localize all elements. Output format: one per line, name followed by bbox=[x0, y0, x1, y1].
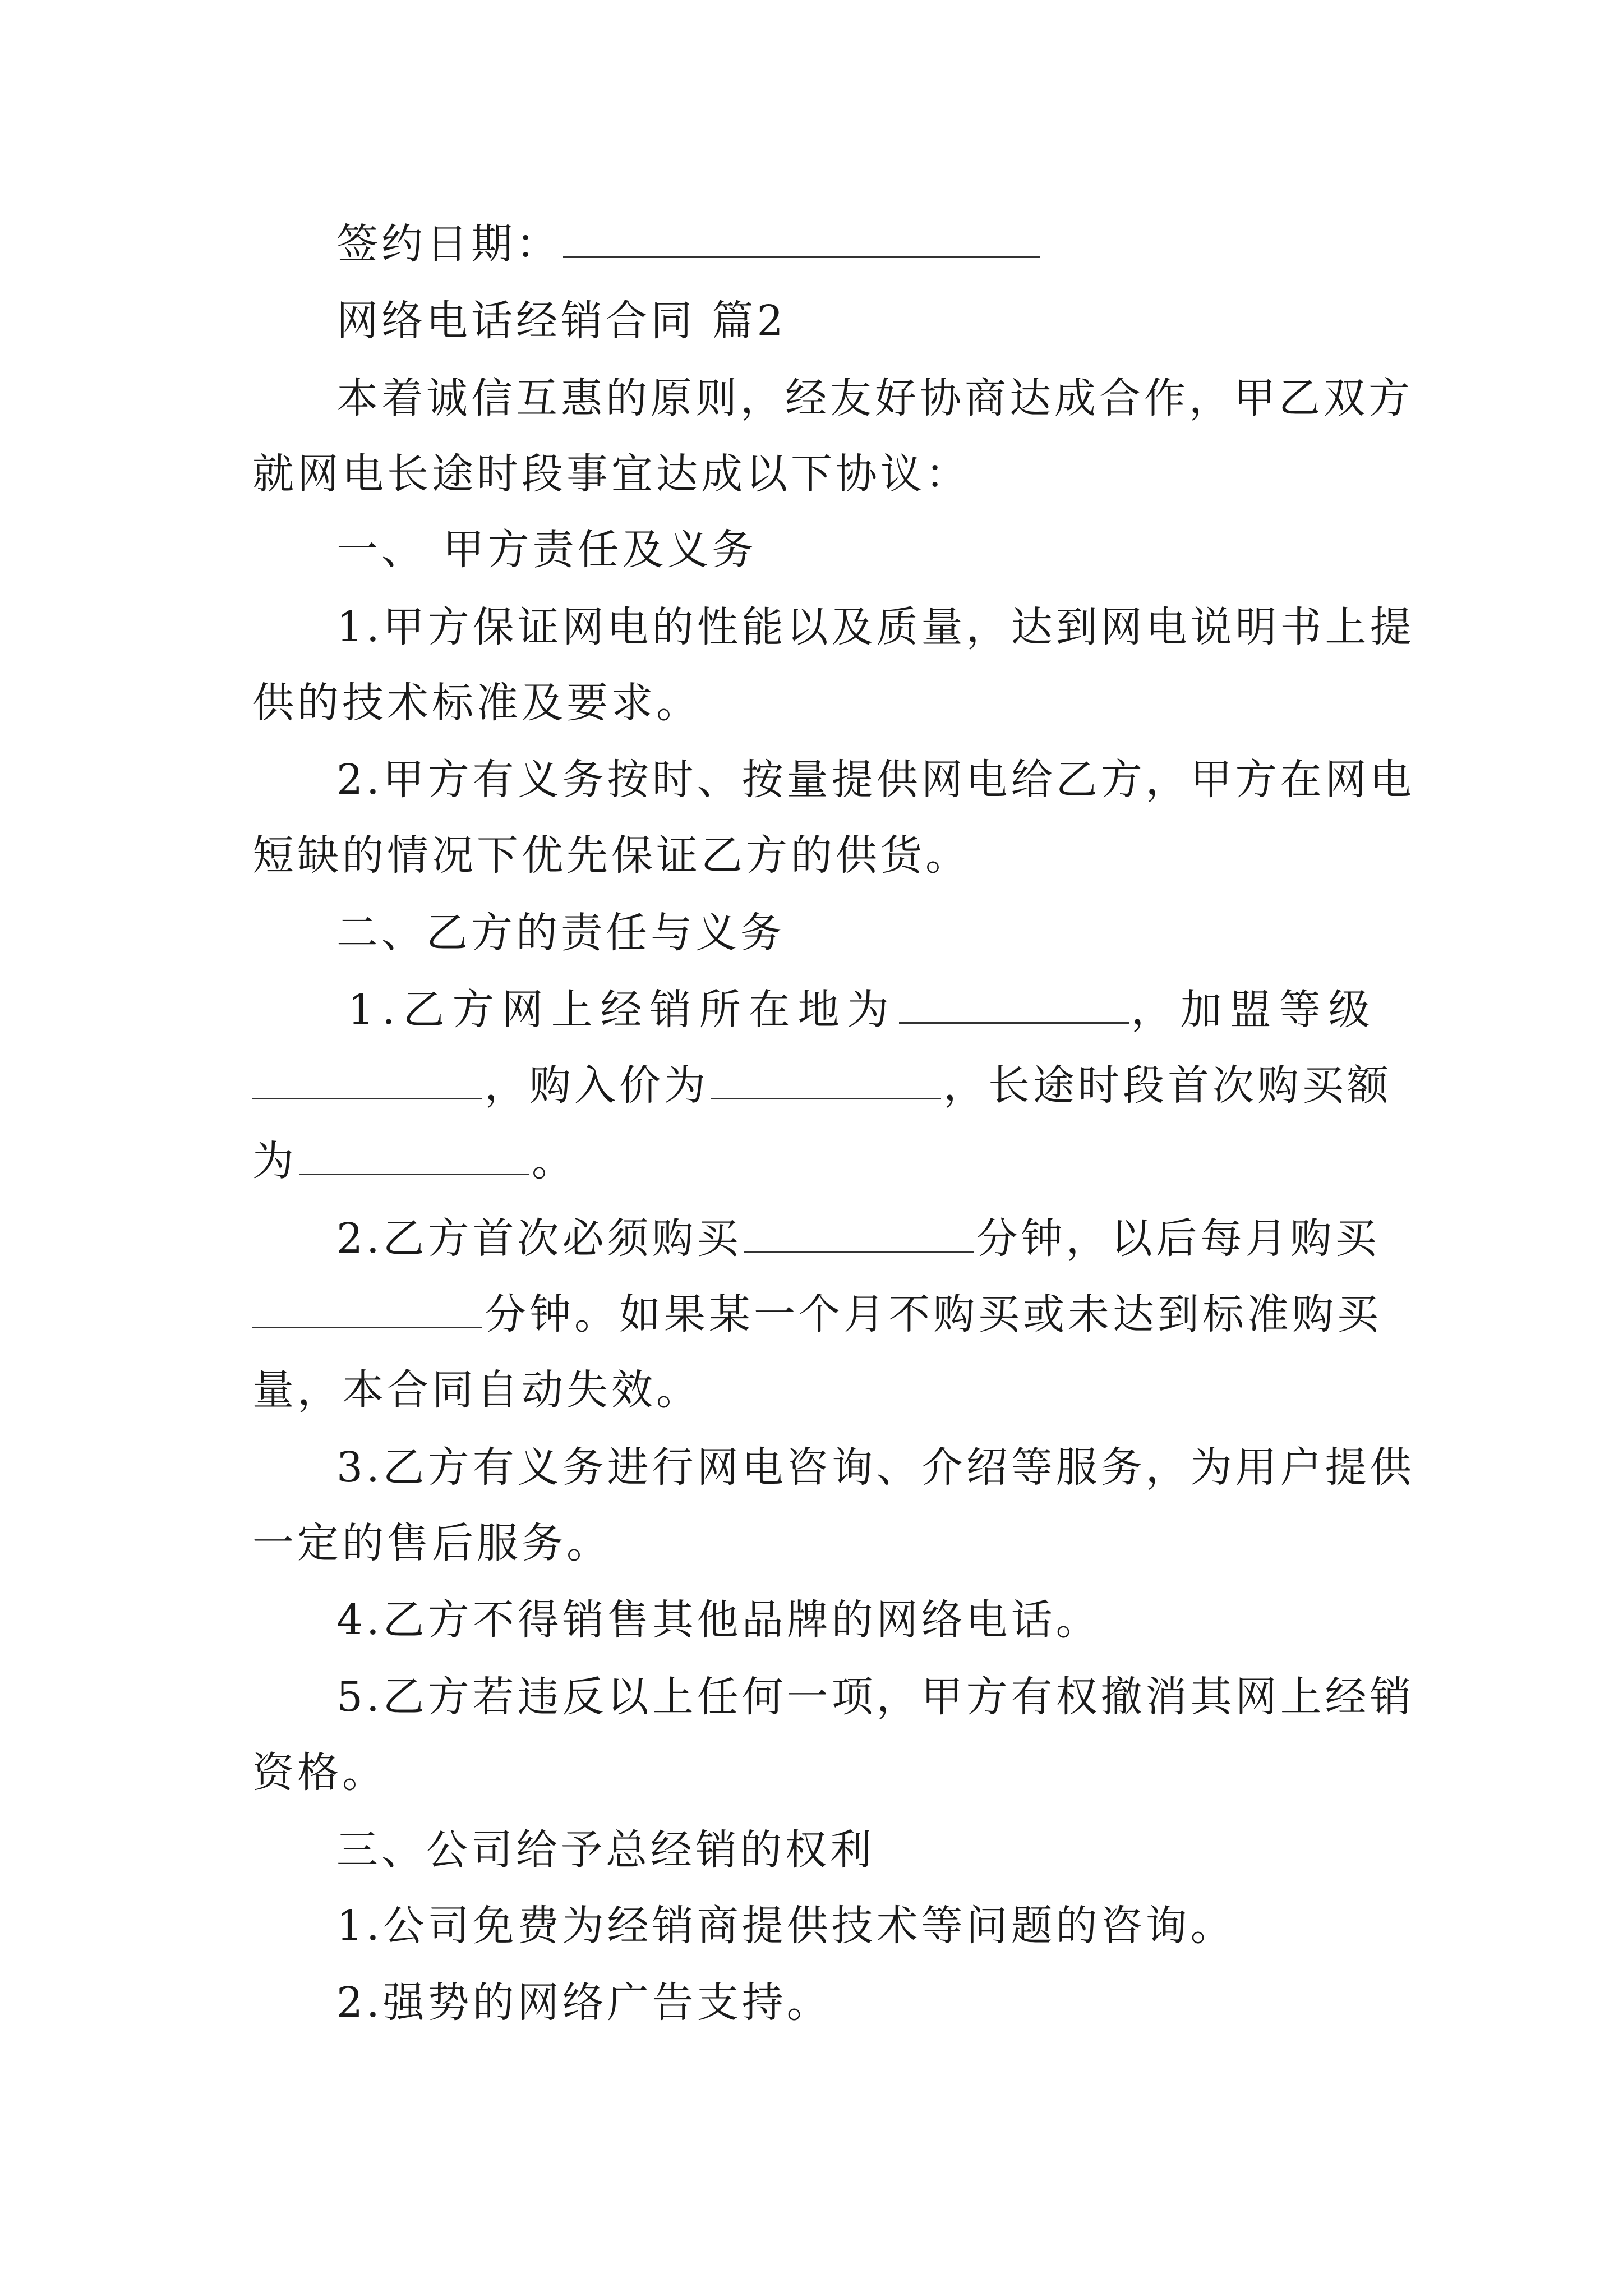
a2-line-1: 2.甲方有义务按时、按量提供网电给乙方，甲方在网电 bbox=[336, 756, 1415, 804]
b2-text-3: 分钟。如果某一个月不购买或未达到标准购买 bbox=[485, 1290, 1382, 1338]
b2-line-3: 量，本合同自动失效。 bbox=[252, 1366, 701, 1414]
sign-date-blank bbox=[563, 219, 1040, 258]
b2-line-2 bbox=[252, 1286, 1382, 1342]
b1-price-blank bbox=[711, 1061, 941, 1099]
b1-line-3 bbox=[252, 1133, 577, 1189]
b1-text-1: 1.乙方网上经销所在地为 bbox=[348, 986, 897, 1034]
b1-text-5: 为 bbox=[252, 1137, 297, 1185]
b1-line-2 bbox=[252, 1057, 1392, 1114]
a1-line-2: 供的技术标准及要求。 bbox=[252, 679, 701, 727]
a2-line-2: 短缺的情况下优先保证乙方的供货。 bbox=[252, 831, 970, 880]
b2-first-minutes-blank bbox=[744, 1214, 974, 1253]
b1-text-2: ，加盟等级 bbox=[1131, 986, 1378, 1034]
b4-line: 4.乙方不得销售其他品牌的网络电话。 bbox=[336, 1596, 1101, 1644]
b5-line-2: 资格。 bbox=[252, 1749, 387, 1797]
sign-date-label: 签约日期： bbox=[336, 220, 561, 268]
intro-line-2: 就网电长途时段事宜达成以下协议： bbox=[252, 450, 970, 498]
section-title: 网络电话经销合同 篇2 bbox=[336, 297, 787, 345]
heading-rights: 三、公司给予总经销的权利 bbox=[336, 1826, 875, 1874]
b2-text-1: 2.乙方首次必须购买 bbox=[336, 1214, 742, 1263]
b1-text-6: 。 bbox=[532, 1137, 577, 1185]
b1-text-4: ，长途时段首次购买额 bbox=[943, 1061, 1392, 1110]
sign-date-line bbox=[336, 216, 1042, 272]
c1-line: 1.公司免费为经销商提供技术等问题的咨询。 bbox=[336, 1902, 1235, 1950]
b1-level-blank bbox=[252, 1061, 482, 1099]
b1-text-3: ，购入价为 bbox=[485, 1061, 709, 1110]
b2-text-2: 分钟，以后每月购买 bbox=[976, 1214, 1380, 1263]
a1-line-1: 1.甲方保证网电的性能以及质量，达到网电说明书上提 bbox=[336, 603, 1415, 651]
heading-party-a: 一、 甲方责任及义务 bbox=[336, 526, 757, 574]
b3-line-2: 一定的售后服务。 bbox=[252, 1519, 611, 1567]
c2-line: 2.强势的网络广告支持。 bbox=[336, 1978, 832, 2027]
b2-monthly-minutes-blank bbox=[252, 1290, 482, 1328]
b1-amount-blank bbox=[299, 1137, 529, 1175]
b5-line-1: 5.乙方若违反以上任何一项，甲方有权撤消其网上经销 bbox=[336, 1673, 1415, 1721]
b2-line-1 bbox=[336, 1211, 1380, 1267]
intro-line-1: 本着诚信互惠的原则，经友好协商达成合作，甲乙双方 bbox=[336, 374, 1413, 422]
heading-party-b: 二、乙方的责任与义务 bbox=[336, 909, 785, 957]
b1-location-blank bbox=[899, 985, 1129, 1024]
b1-line-1 bbox=[348, 982, 1380, 1038]
b3-line-1: 3.乙方有义务进行网电咨询、介绍等服务，为用户提供 bbox=[336, 1443, 1415, 1492]
